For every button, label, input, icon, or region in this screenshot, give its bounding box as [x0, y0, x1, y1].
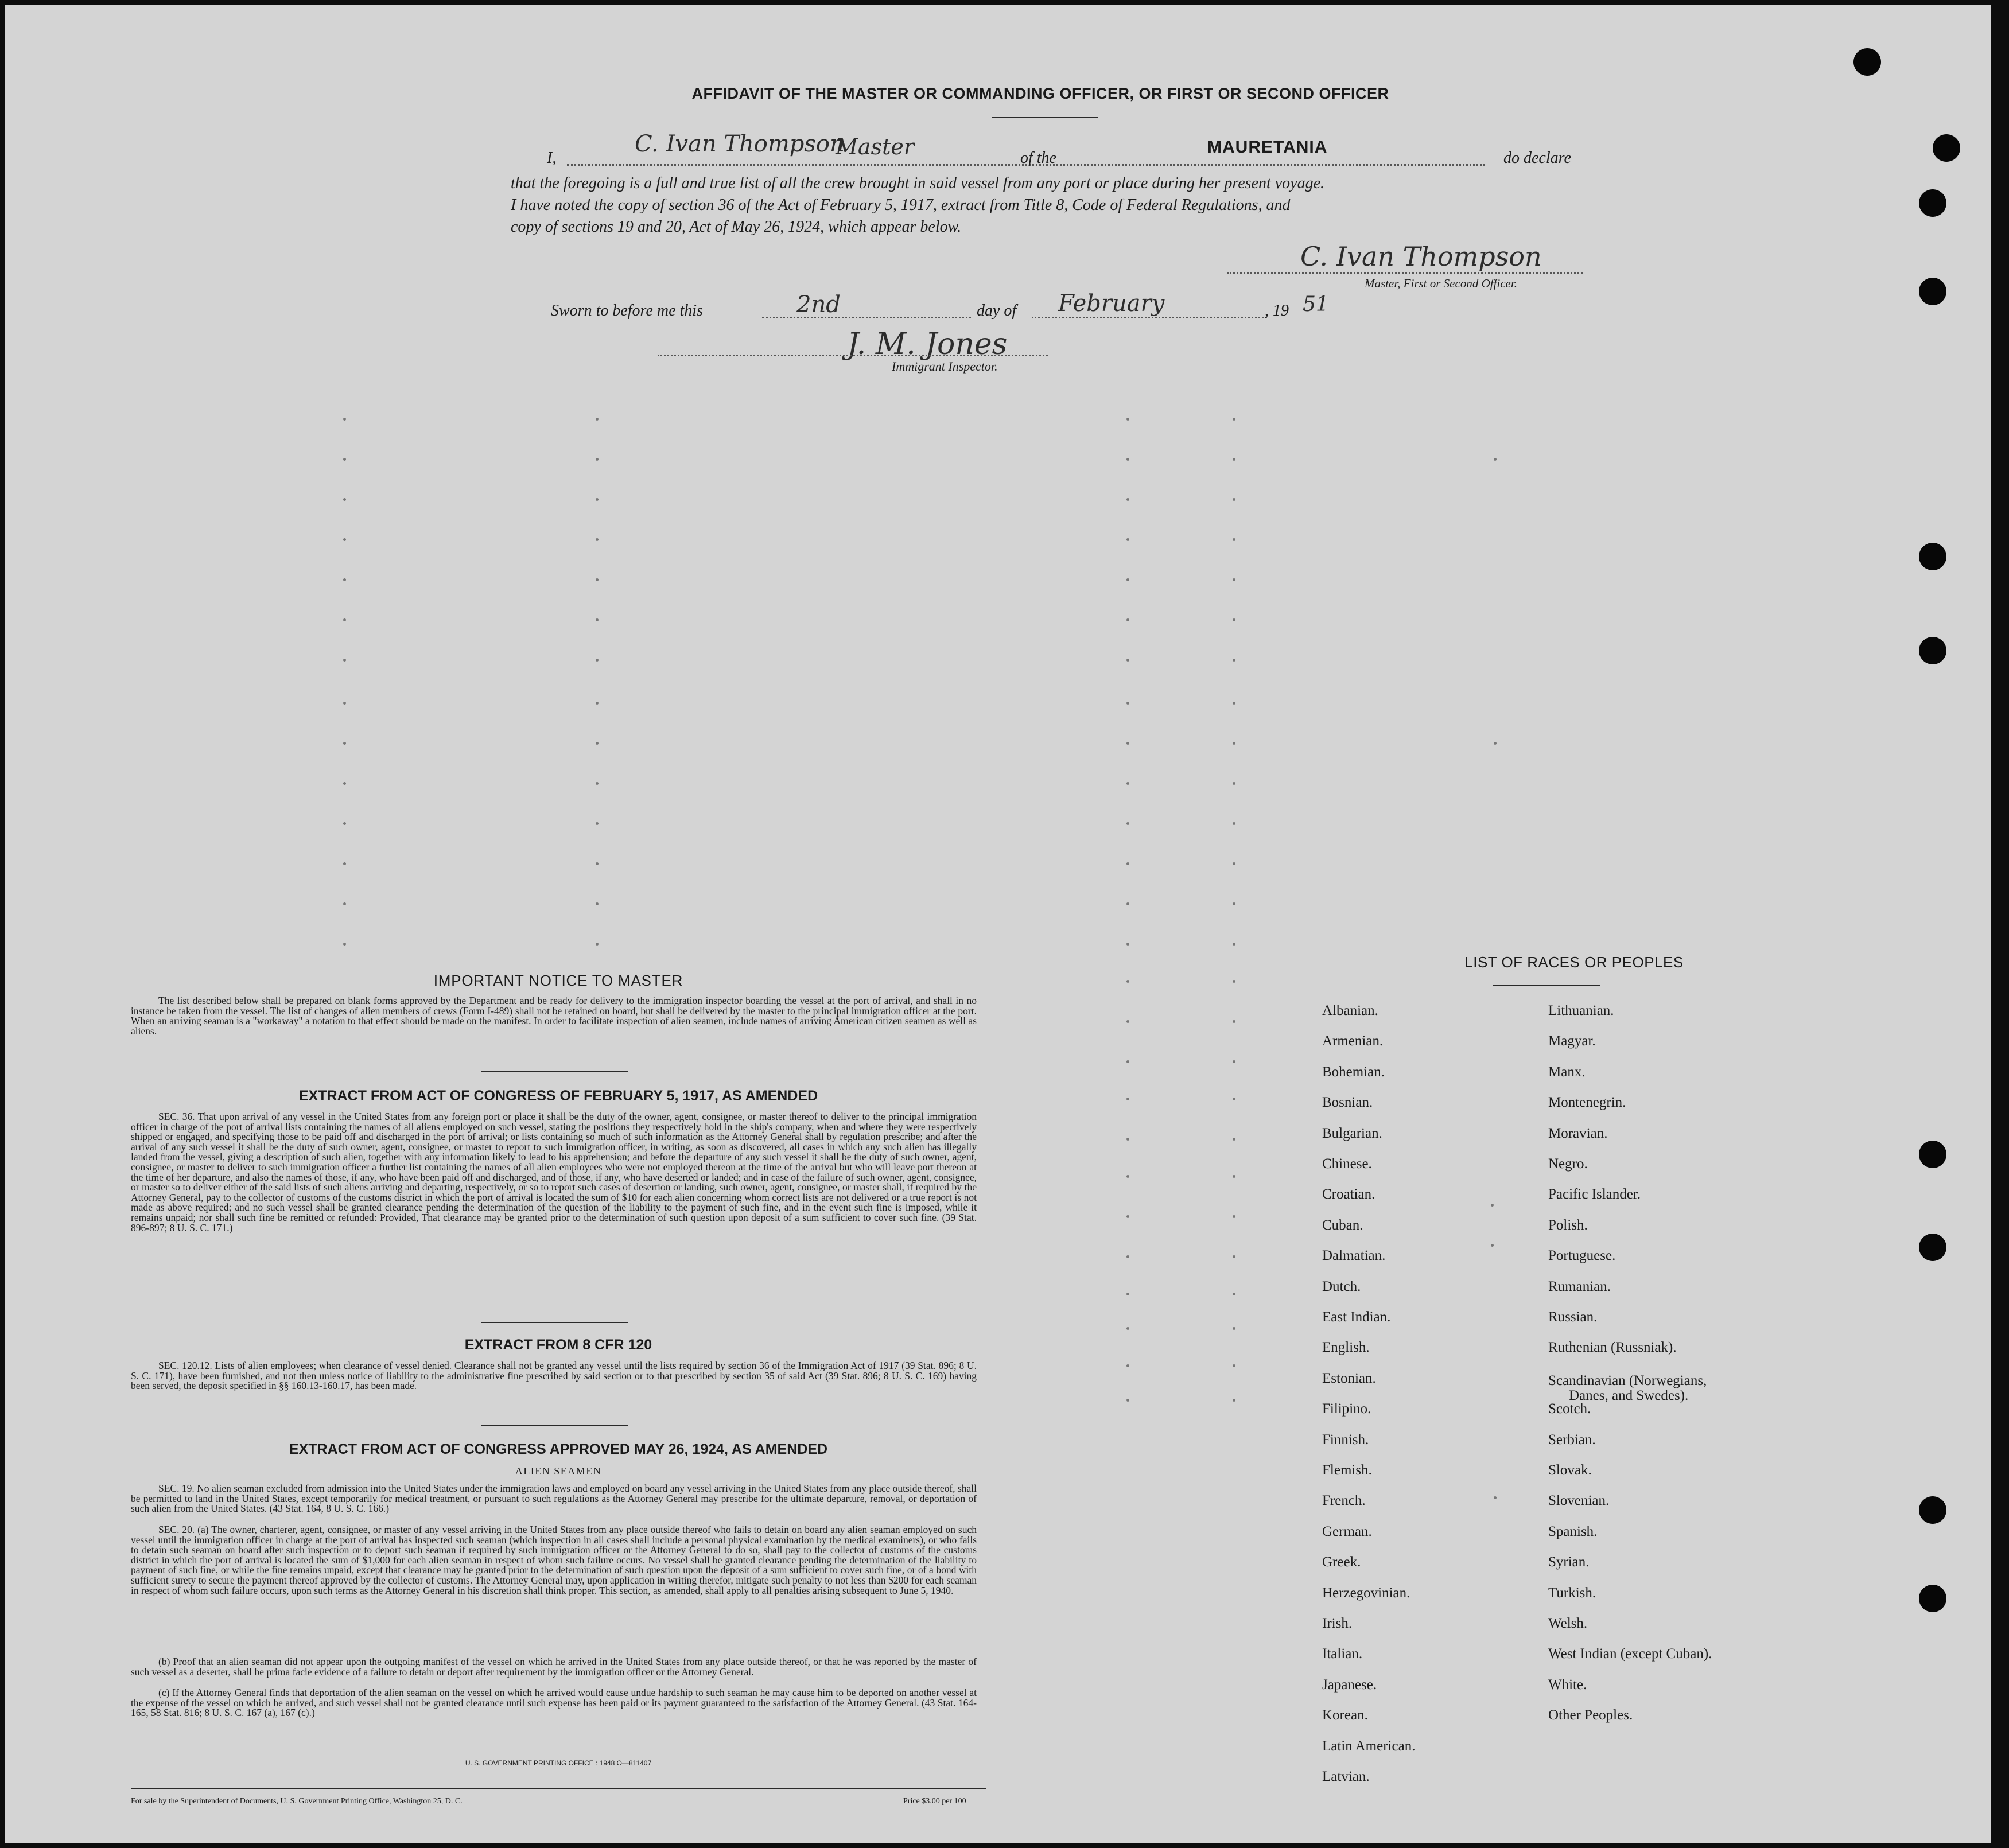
- do-declare-label: do declare: [1503, 149, 1571, 167]
- manifest-page: [5, 5, 1991, 1843]
- notice-text: The list described below shall be prepared on blank forms approved by the Department and be ready for delivery to the immigration inspector boarding the vessel at the port of arrival, and shall in no instance be taken from the vessel. The list of changes of alien members of crews (Form I-489) shall not be retained on board, but shall be delivered by the master to the principal immigration officer at the port. When an arriving seaman is a "workaway" a notation to that effect should be made on the manifest. In order to facilitate inspection of alien seamen, include names of arriving American citizen seamen as well as aliens.: [131, 995, 977, 1037]
- divider: [992, 117, 1098, 118]
- punch-hole: [1919, 543, 1946, 570]
- race-item: Pacific Islander.: [1548, 1186, 1641, 1203]
- race-item: Montenegrin.: [1548, 1095, 1626, 1111]
- race-item: Negro.: [1548, 1156, 1588, 1172]
- race-item: French.: [1322, 1493, 1366, 1509]
- race-item: Dutch.: [1322, 1278, 1361, 1294]
- race-item: Manx.: [1548, 1064, 1586, 1080]
- inspector-caption: Immigrant Inspector.: [892, 359, 998, 374]
- race-item: Slovenian.: [1548, 1493, 1610, 1509]
- extract-cfr-text: SEC. 120.12. Lists of alien employees; when clearance of vessel denied. Clearance shall not be granted any vessel until the lists required by section 36 of the Immigration Act of 1917 (39 Stat. 896; 8 U. S. C. 171), have been furnished, and not then unless notice of liability to the administrative fine prescribed by said section or to that prescribed by section 35 of said Act (39 Stat. 896; 8 U. S. C. 169) having been served, the deposit specified in §§ 160.13-160.17, has been made.: [131, 1360, 977, 1392]
- footer-left: For sale by the Superintendent of Documents, U. S. Government Printing Office, Washington 25, D. C.: [131, 1797, 463, 1806]
- race-item: Turkish.: [1548, 1585, 1596, 1601]
- year-prefix: , 19: [1265, 302, 1289, 320]
- race-item: Dalmatian.: [1322, 1248, 1386, 1264]
- race-item: Scandinavian (Norwegians,: [1548, 1372, 1707, 1388]
- race-item: White.: [1548, 1676, 1587, 1693]
- race-item: Moravian.: [1548, 1125, 1608, 1141]
- declaration-text-line-4: copy of sections 19 and 20, Act of May 26, 1924, which appear below.: [511, 218, 962, 236]
- race-item: Rumanian.: [1548, 1278, 1611, 1294]
- race-item: Spanish.: [1548, 1523, 1598, 1539]
- extract-1917-text: SEC. 36. That upon arrival of any vessel in the United States from any foreign port or place it shall be the duty of the owner, agent, consignee, or master thereof to deliver to the principal immigration officer in charge of the port of arrival lists containing the names of all aliens employed on such vessel, stating the positions they respectively hold in the ship's company, when and where they were respectively shipped or engaged, and specifying those to be paid off and discharged in the port of arrival; or lists containing so much of such information as the Attorney General shall by regulation prescribe; and after the arrival of any such vessel it shall be the duty of such owner, agent, consignee, or master to report to such immigration officer, in writing, as soon as discovered, all cases in which any such alien has illegally landed from the vessel, giving a description of such alien, together with any information likely to lead to his apprehension; and before the departure of any such vessel it shall be the duty of such owner, agent, consignee, or master to deliver to such immigration officer a further list containing the names of all alien employees who were not employed thereon at the time of the arrival but who will leave port thereon at the time of her departure, and also the names of those, if any, who have been paid off and discharged, and of those, if any, who have deserted or landed; and in case of the failure of such owner, agent, consignee, or master so to deliver either of the said lists of such aliens arriving and departing, respectively, or so to report such cases of desertion or landing, such owner, agent, consignee, or master shall, if required by the Attorney General, pay to the collector of customs of the customs district in which the port of arrival is located the sum of $10 for each alien concerning whom correct lists are not delivered or a true report is not made as above required; and no such vessel shall be granted clearance pending the determination of the question of the liability to the payment of such fine, and in the event such fine is imposed, while it remains unpaid; nor shall such fine be remitted or refunded: Provided, That clearance may be granted prior to the determination of such question upon deposit of a sum sufficient to cover such fine. (39 Stat. 896-897; 8 U. S. C. 171.): [131, 1111, 977, 1234]
- sworn-day-line: [762, 317, 971, 318]
- race-item: Latin American.: [1322, 1738, 1416, 1754]
- extract-1917-title: EXTRACT FROM ACT OF CONGRESS OF FEBRUARY 5, 1917, AS AMENDED: [298, 1088, 818, 1104]
- signature-line: [1227, 272, 1583, 274]
- divider: [481, 1071, 628, 1072]
- race-item: Bosnian.: [1322, 1095, 1373, 1111]
- race-item: Finnish.: [1322, 1431, 1369, 1448]
- punch-hole: [1919, 189, 1946, 217]
- race-item: Ruthenian (Russniak).: [1548, 1340, 1677, 1356]
- race-item: Italian.: [1322, 1646, 1363, 1662]
- notice-title: IMPORTANT NOTICE TO MASTER: [433, 972, 683, 989]
- race-item: Russian.: [1548, 1309, 1598, 1325]
- race-item: Bulgarian.: [1322, 1125, 1382, 1141]
- punch-hole: [1919, 637, 1946, 664]
- rank-handwriting: Master: [836, 134, 914, 159]
- divider: [481, 1322, 628, 1323]
- race-item: Irish.: [1322, 1616, 1353, 1631]
- inspector-line: [658, 355, 1048, 356]
- footer-rule: [131, 1788, 986, 1789]
- sworn-day-handwriting: 2nd: [796, 291, 841, 318]
- punch-hole: [1919, 1234, 1946, 1261]
- race-item: Chinese.: [1322, 1156, 1372, 1172]
- punch-hole: [1853, 48, 1881, 76]
- race-item: Portuguese.: [1548, 1248, 1616, 1264]
- punch-hole: [1919, 1496, 1946, 1524]
- race-item: Bohemian.: [1322, 1064, 1385, 1080]
- sworn-label: Sworn to before me this: [551, 302, 703, 320]
- divider: [481, 1425, 628, 1426]
- extract-1924-subtitle: ALIEN SEAMEN: [515, 1465, 602, 1477]
- race-item: Estonian.: [1322, 1370, 1376, 1386]
- race-item: Armenian.: [1322, 1033, 1384, 1049]
- year-handwriting: 51: [1303, 293, 1329, 316]
- race-item: Other Peoples.: [1548, 1707, 1633, 1723]
- race-item: Danes, and Swedes).: [1569, 1387, 1689, 1403]
- race-item: Welsh.: [1548, 1616, 1588, 1631]
- race-item: Korean.: [1322, 1707, 1368, 1723]
- printing-office-line: U. S. GOVERNMENT PRINTING OFFICE : 1948 O—811407: [465, 1759, 652, 1767]
- sec-19-text: SEC. 19. No alien seaman excluded from admission into the United States under the immigration laws and employed on board any vessel arriving in the United States from any place outside thereof, shall be permitted to land in the United States, except temporarily for medical treatment, or pursuant to such regulations as the Attorney General may prescribe for the ultimate departure, removal, or deportation of such alien from the United States. (43 Stat. 164, 8 U. S. C. 166.): [131, 1483, 977, 1515]
- sec-20b-text: (b) Proof that an alien seaman did not appear upon the outgoing manifest of the vessel on which he arrived in the United States from any place outside thereof, or that he was reported by the master of such vessel as a deserter, shall be prima facie evidence of a failure to detain or deport after requirement by the immigration officer or the Attorney General.: [131, 1656, 977, 1678]
- sworn-month-line: [1032, 317, 1267, 318]
- extract-1924-title: EXTRACT FROM ACT OF CONGRESS APPROVED MAY 26, 1924, AS AMENDED: [289, 1441, 828, 1457]
- affidavit-title: AFFIDAVIT OF THE MASTER OR COMMANDING OFFICER, OR FIRST OR SECOND OFFICER: [691, 85, 1389, 102]
- master-name-handwriting: C. Ivan Thompson: [635, 131, 845, 157]
- race-item: Croatian.: [1322, 1186, 1375, 1203]
- punch-hole: [1919, 1585, 1946, 1612]
- race-item: East Indian.: [1322, 1309, 1391, 1325]
- race-item: Filipino.: [1322, 1401, 1371, 1417]
- master-signature: C. Ivan Thompson: [1300, 241, 1542, 272]
- race-item: Greek.: [1322, 1554, 1361, 1570]
- race-item: English.: [1322, 1340, 1370, 1356]
- race-item: West Indian (except Cuban).: [1548, 1646, 1712, 1662]
- punch-hole: [1919, 278, 1946, 305]
- declaration-text-line-2: that the foregoing is a full and true list of all the crew brought in said vessel from any port or place during her present voyage.: [511, 174, 1325, 192]
- day-of-label: day of: [977, 302, 1017, 320]
- race-item: German.: [1322, 1523, 1372, 1539]
- race-item: Latvian.: [1322, 1769, 1370, 1784]
- of-the-label: of the: [1020, 149, 1056, 167]
- footer-price: Price $3.00 per 100: [903, 1797, 966, 1806]
- race-item: Lithuanian.: [1548, 1003, 1614, 1018]
- race-item: Flemish.: [1322, 1462, 1372, 1478]
- race-item: Albanian.: [1322, 1003, 1378, 1018]
- signature-caption: Master, First or Second Officer.: [1365, 277, 1517, 290]
- sec-20c-text: (c) If the Attorney General finds that deportation of the alien seaman on the vessel on which he arrived would cause undue hardship to such seaman he may cause him to be deported on another vessel at the expense of the vessel on which he arrived, and such vessel shall not be granted clearance until such expense has been paid or its payment guaranteed to the satisfaction of the Attorney General. (43 Stat. 164-165, 58 Stat. 816; 8 U. S. C. 167 (a), 167 (c).): [131, 1687, 977, 1719]
- race-item: Magyar.: [1548, 1033, 1596, 1049]
- race-item: Herzegovinian.: [1322, 1585, 1410, 1601]
- vessel-name: MAURETANIA: [1207, 138, 1328, 157]
- divider: [1493, 985, 1600, 986]
- race-item: Cuban.: [1322, 1217, 1363, 1233]
- race-item: Syrian.: [1548, 1554, 1590, 1570]
- race-item: Slovak.: [1548, 1462, 1592, 1478]
- race-item: Polish.: [1548, 1217, 1588, 1233]
- race-item: Serbian.: [1548, 1431, 1596, 1448]
- i-label: I,: [547, 149, 557, 167]
- race-item: Scotch.: [1548, 1401, 1591, 1417]
- races-title: LIST OF RACES OR PEOPLES: [1464, 954, 1684, 971]
- punch-hole: [1933, 134, 1960, 162]
- punch-hole: [1919, 1141, 1946, 1168]
- race-item: Japanese.: [1322, 1676, 1377, 1693]
- sec-20a-text: SEC. 20. (a) The owner, charterer, agent, consignee, or master of any vessel arriving in the United States from any place outside thereof who fails to detain on board any alien seaman employed on such vessel until the immigration officer in charge at the port of arrival has inspected such seaman (which inspection in all cases shall include a personal physical examination by the medical examiners), or who fails to detain such seaman on board after such inspection or to deport such seaman if required by such immigration officer or the Attorney General to do so, shall pay to the collector of customs of the customs district in which the port of arrival is located the sum of $1,000 for each alien seaman in respect of whom such failure occurs. No vessel shall be granted clearance pending the determination of the liability to payment of such fine, or while the fine remains unpaid, except that clearance may be granted prior to the determination of such question upon the deposit of a sum sufficient to cover such fine, or of a bond with sufficient surety to secure the payment thereof approved by the collector of customs. The Attorney General may, upon application in writing therefor, mitigate such penalty to not less than $200 for each seaman in respect of whom such failure occurs, upon such terms as the Attorney General in his discretion shall think proper. This section, as amended, shall apply to all penalties arising subsequent to June 5, 1940.: [131, 1524, 977, 1596]
- inspector-signature: J. M. Jones: [847, 327, 1008, 361]
- declaration-text-line-3: I have noted the copy of section 36 of the Act of February 5, 1917, extract from Title 8, Code of Federal Regulations, and: [511, 196, 1291, 214]
- sworn-month-handwriting: February: [1058, 290, 1165, 317]
- extract-cfr-title: EXTRACT FROM 8 CFR 120: [464, 1337, 652, 1353]
